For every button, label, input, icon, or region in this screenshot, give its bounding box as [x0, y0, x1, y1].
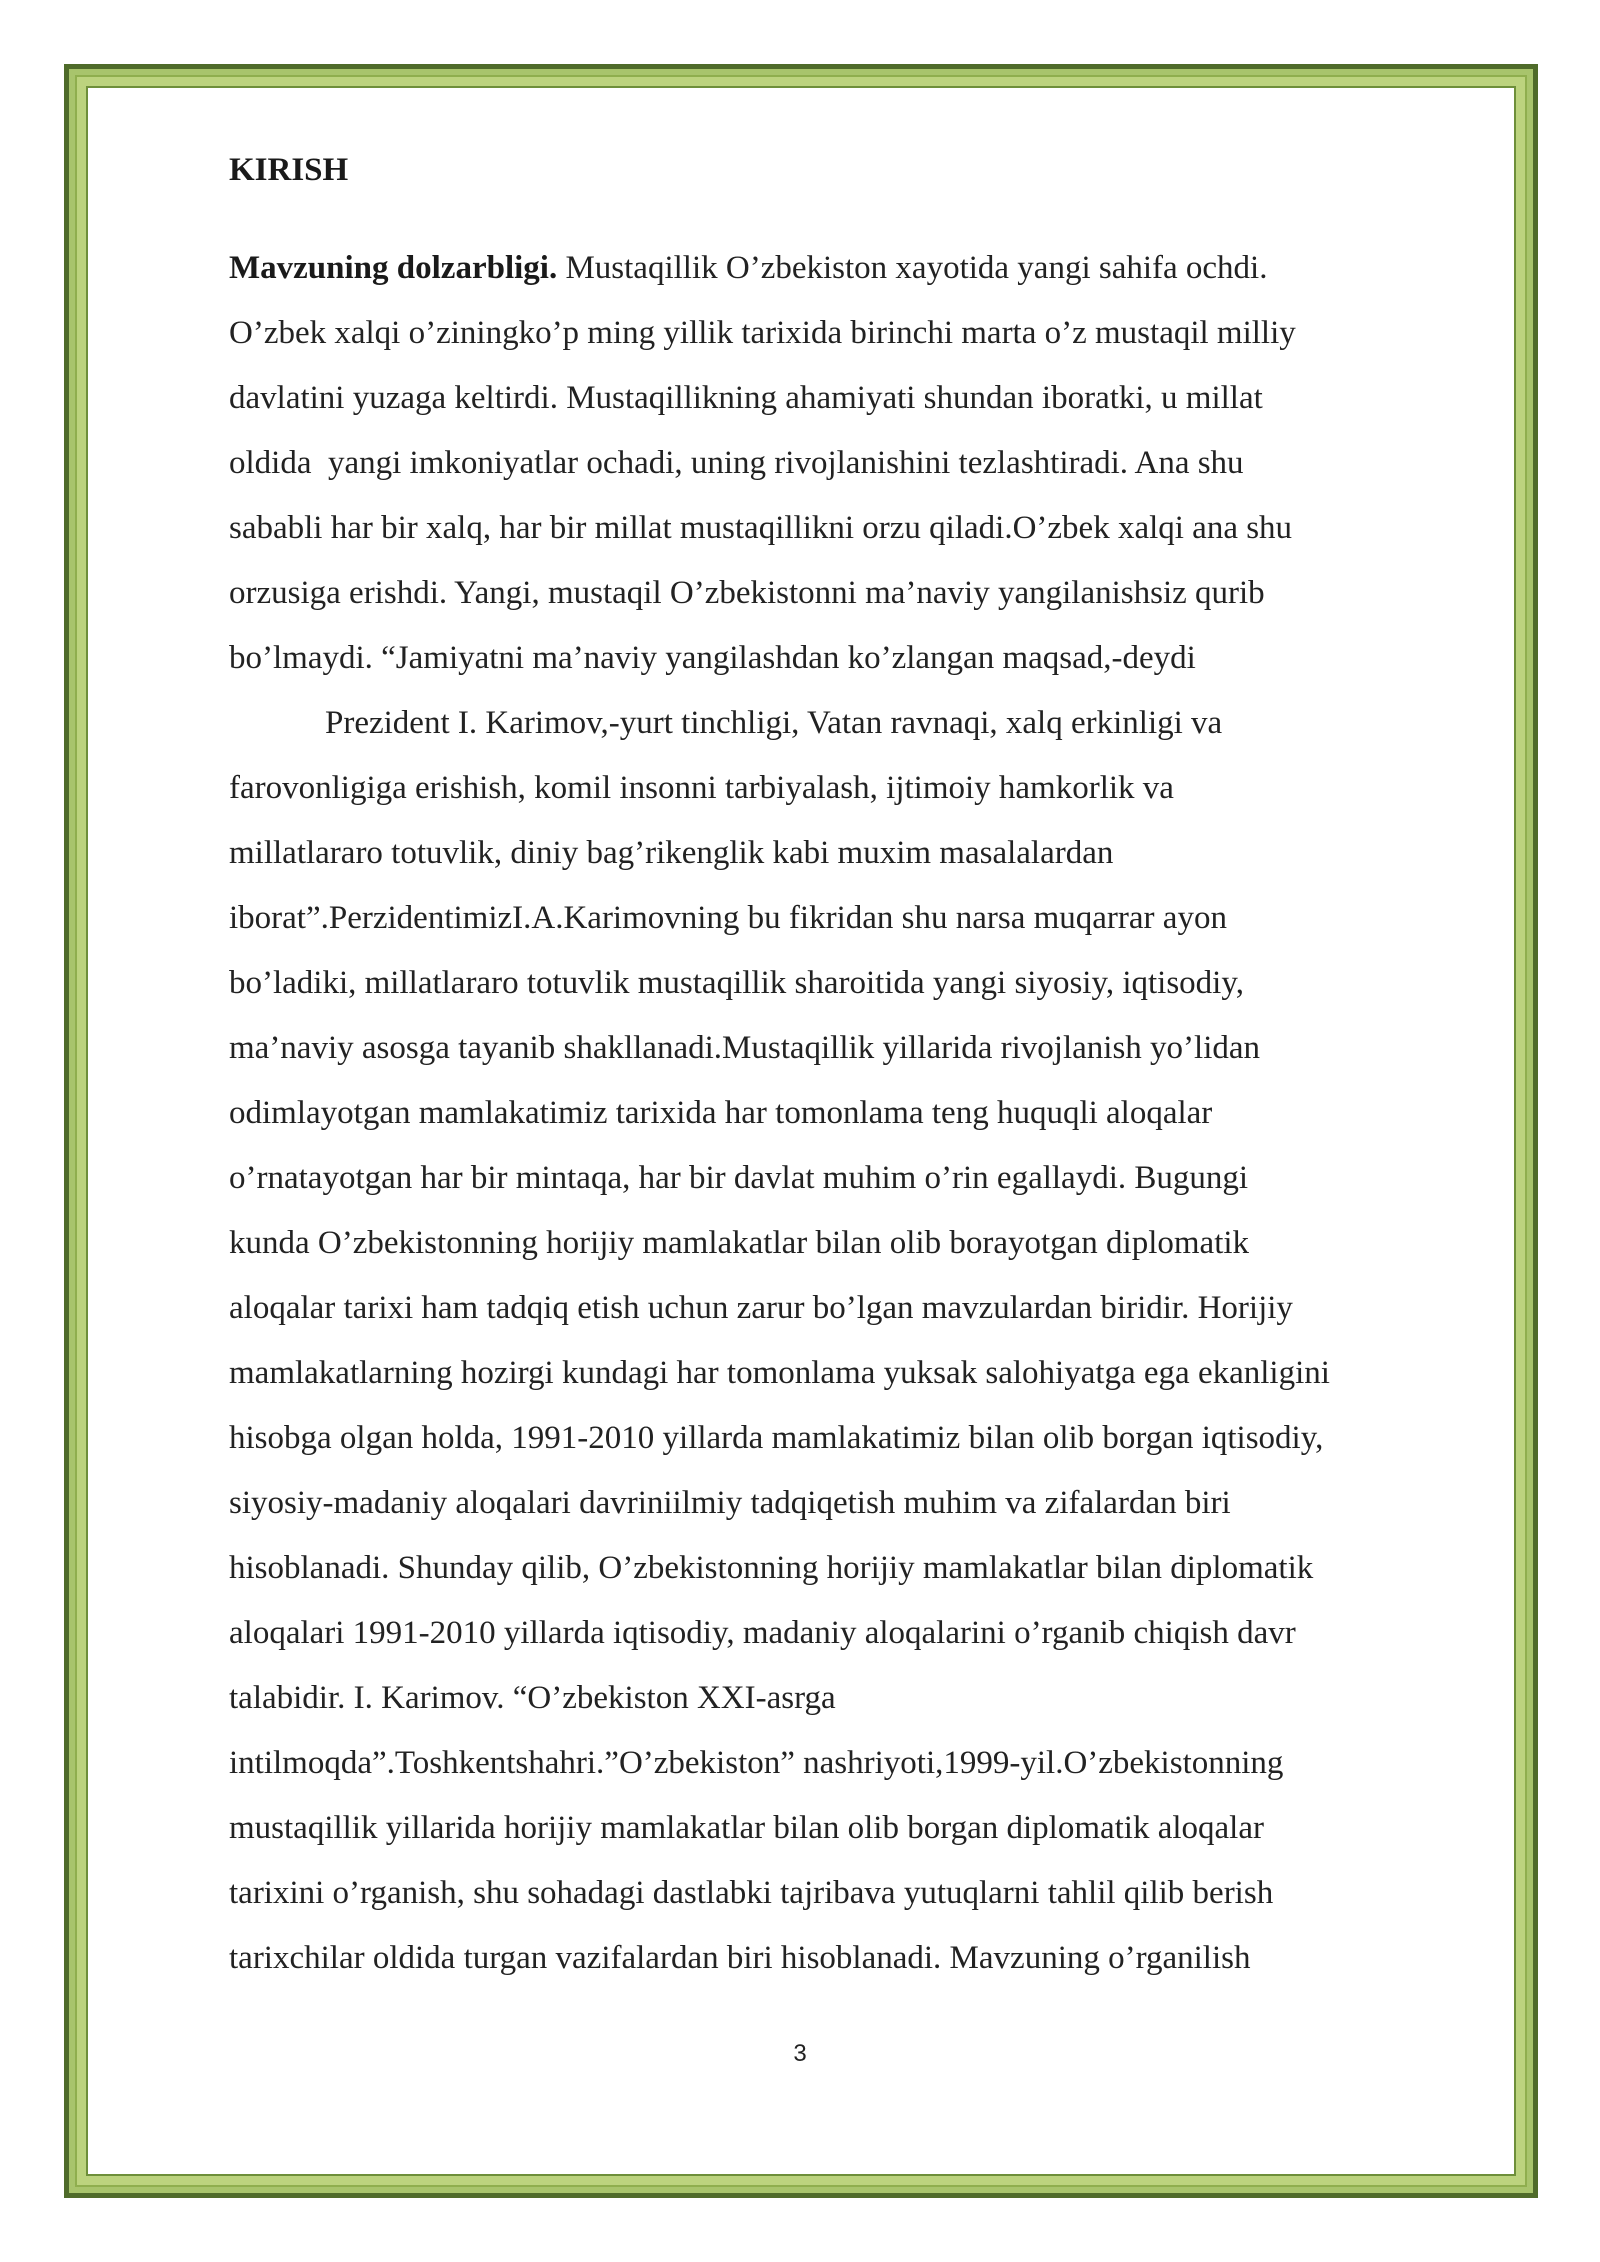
text-line-11: iborat”.PerzidentimizI.A.Karimovning bu fikridan shu narsa muqarrar ayon — [229, 900, 1227, 936]
text-line-12: bo’ladiki, millatlararo totuvlik mustaqillik sharoitida yangi siyosiy, iqtisodiy, — [229, 965, 1244, 1001]
text-line-7: bo’lmaydi. “Jamiyatni ma’naviy yangilashdan ko’zlangan maqsad,-deydi — [229, 640, 1196, 676]
text-line-19: hisobga olgan holda, 1991-2010 yillarda mamlakatimiz bilan olib borgan iqtisodiy, — [229, 1420, 1324, 1456]
text-line-1-rest: Mustaqillik O’zbekiston xayotida yangi sahifa ochdi. — [557, 250, 1268, 286]
text-line-15: o’rnatayotgan har bir mintaqa, har bir davlat muhim o’rin egallaydi. Bugungi — [229, 1160, 1249, 1196]
document-body — [229, 150, 1491, 1991]
text-line-4: oldida yangi imkoniyatlar ochadi, uning rivojlanishini tezlashtiradi. Ana shu — [229, 445, 1244, 481]
section-heading: KIRISH — [229, 152, 349, 188]
page-number: 3 — [793, 2040, 807, 2067]
text-line-1 — [229, 236, 1491, 301]
text-line-25: mustaqillik yillarida horijiy mamlakatlar bilan olib borgan diplomatik aloqalar — [229, 1810, 1264, 1846]
text-line-14: odimlayotgan mamlakatimiz tarixida har tomonlama teng huquqli aloqalar — [229, 1095, 1213, 1131]
text-line-2: O’zbek xalqi o’ziningko’p ming yillik tarixida birinchi marta o’z mustaqil milliy — [229, 315, 1296, 351]
text-line-24: intilmoqda”.Toshkentshahri.”O’zbekiston” nashriyoti,1999-yil.O’zbekistonning — [229, 1745, 1284, 1781]
text-line-16: kunda O’zbekistonning horijiy mamlakatlar bilan olib borayotgan diplomatik — [229, 1225, 1250, 1261]
text-line-13: ma’naviy asosga tayanib shakllanadi.Mustaqillik yillarida rivojlanish yo’lidan — [229, 1030, 1261, 1066]
text-line-8: Prezident I. Karimov,-yurt tinchligi, Vatan ravnaqi, xalq erkinligi va — [325, 705, 1223, 741]
text-line-20: siyosiy-madaniy aloqalari davriniilmiy tadqiqetish muhim va zifalardan biri — [229, 1485, 1231, 1521]
text-line-21: hisoblanadi. Shunday qilib, O’zbekistonning horijiy mamlakatlar bilan diplomatik — [229, 1550, 1314, 1586]
text-line-22: aloqalari 1991-2010 yillarda iqtisodiy, madaniy aloqalarini o’rganib chiqish davr — [229, 1615, 1296, 1651]
text-line-6: orzusiga erishdi. Yangi, mustaqil O’zbekistonni ma’naviy yangilanishsiz qurib — [229, 575, 1265, 611]
text-line-26: tarixini o’rganish, shu sohadagi dastlabki tajribava yutuqlarni tahlil qilib berish — [229, 1875, 1274, 1911]
text-line-27: tarixchilar oldida turgan vazifalardan biri hisoblanadi. Mavzuning o’rganilish — [229, 1940, 1251, 1976]
lead-bold-text: Mavzuning dolzarbligi. — [229, 250, 558, 286]
text-line-3: davlatini yuzaga keltirdi. Mustaqillikning ahamiyati shundan iboratki, u millat — [229, 380, 1263, 416]
text-line-17: aloqalar tarixi ham tadqiq etish uchun zarur bo’lgan mavzulardan biridir. Horijiy — [229, 1290, 1293, 1326]
text-line-9: farovonligiga erishish, komil insonni tarbiyalash, ijtimoiy hamkorlik va — [229, 770, 1174, 806]
text-line-5: sababli har bir xalq, har bir millat mustaqillikni orzu qiladi.O’zbek xalqi ana shu — [229, 510, 1293, 546]
text-line-10: millatlararo totuvlik, diniy bag’rikenglik kabi muxim masalalardan — [229, 835, 1114, 871]
text-line-23: talabidir. I. Karimov. “O’zbekiston XXI-asrga — [229, 1680, 836, 1716]
text-line-18: mamlakatlarning hozirgi kundagi har tomonlama yuksak salohiyatga ega ekanligini — [229, 1355, 1330, 1391]
